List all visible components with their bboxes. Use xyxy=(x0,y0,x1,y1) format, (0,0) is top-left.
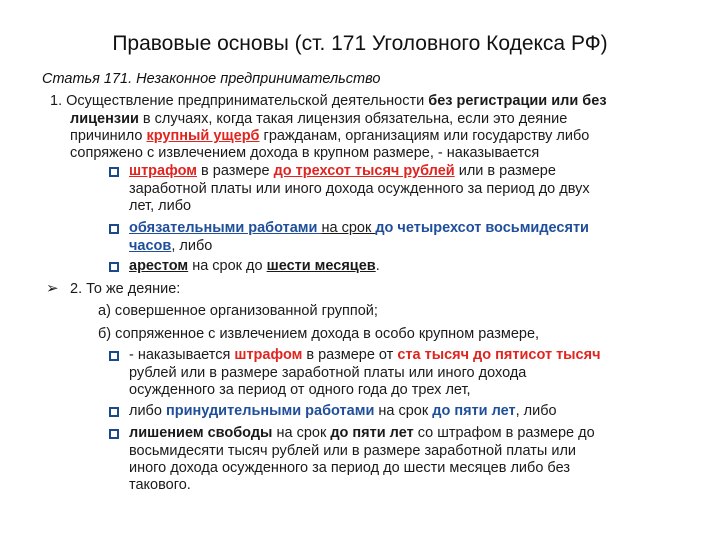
b2-text: на срок xyxy=(321,220,376,236)
arrow-bullet-icon: ➢ xyxy=(46,280,59,297)
square-bullet-icon xyxy=(109,429,119,439)
b2-line-1 xyxy=(129,220,589,237)
b6-text: на срок xyxy=(272,425,331,441)
b6-line-2: восьмидесяти тысяч рублей или в размере заработной платы или xyxy=(129,443,577,459)
b1-fine: штрафом xyxy=(129,163,197,179)
b5-text: , либо xyxy=(515,403,557,419)
b5-forced-labor: принудительными работами xyxy=(165,403,375,419)
b4-text: - наказывается xyxy=(129,347,235,363)
b6-line-1 xyxy=(129,425,595,442)
b5-five-years: до пяти лет xyxy=(432,403,516,419)
p1-text: в случаях, когда такая лицензия обязательна, если это деяние xyxy=(138,111,568,127)
b4-line-2: рублей или в размере заработной платы или иного дохода xyxy=(129,365,527,381)
b1-text: или в размере xyxy=(454,163,556,179)
b2-hours: до четырехсот восьмидесяти xyxy=(375,220,589,236)
p1-line-3 xyxy=(70,128,589,145)
b3-text: . xyxy=(375,258,380,274)
b5-text: либо xyxy=(129,403,166,419)
b2-hours-word: часов xyxy=(129,238,172,254)
square-bullet-icon xyxy=(109,167,119,177)
p2-item-b: б) сопряженное с извлечением дохода в особо крупном размере, xyxy=(98,326,540,342)
p1-text: гражданам, организациям или государству либо xyxy=(259,128,590,144)
b3-arrest: арестом xyxy=(129,258,189,274)
b3-text: на срок до xyxy=(188,258,267,274)
b5-text: на срок xyxy=(374,403,433,419)
p1-text: причинило xyxy=(70,128,147,144)
p2-heading: 2. То же деяние: xyxy=(70,281,181,297)
b1-text: в размере xyxy=(197,163,274,179)
b2-line-2 xyxy=(129,238,212,255)
b3-line-1 xyxy=(129,258,380,275)
b6-text: со штрафом в размере до xyxy=(413,425,595,441)
b4-line-3: осужденного за период от одного года до трех лет, xyxy=(129,382,471,398)
b5-line-1 xyxy=(129,403,557,420)
b2-compulsory-work: обязательными работами xyxy=(129,220,322,236)
b1-line-2: заработной платы или иного дохода осужденного за период до двух xyxy=(129,181,590,197)
p2-item-a: а) совершенное организованной группой; xyxy=(98,303,378,319)
b2-text: , либо xyxy=(171,238,213,254)
p1-text: 1. Осуществление предпринимательской деятельности xyxy=(50,93,429,109)
p1-major-damage: крупный ущерб xyxy=(146,128,260,144)
b3-six-months: шести месяцев xyxy=(266,258,376,274)
square-bullet-icon xyxy=(109,351,119,361)
slide-title: Правовые основы (ст. 171 Уголовного Кодекса РФ) xyxy=(112,32,608,55)
b1-amount: до трехсот тысяч рублей xyxy=(273,163,455,179)
b6-line-4: такового. xyxy=(129,477,191,493)
square-bullet-icon xyxy=(109,262,119,272)
b6-five-years: до пяти лет xyxy=(330,425,414,441)
p1-line-1 xyxy=(50,93,607,110)
b1-line-1 xyxy=(129,163,556,180)
square-bullet-icon xyxy=(109,224,119,234)
article-subtitle: Статья 171. Незаконное предпринимательство xyxy=(42,71,381,87)
p1-license: лицензии xyxy=(70,111,139,127)
b4-text: в размере от xyxy=(302,347,398,363)
p1-no-registration: без регистрации или без xyxy=(428,93,607,109)
b4-amount: ста тысяч до пятисот тысяч xyxy=(397,347,601,363)
b6-imprisonment: лишением свободы xyxy=(129,425,273,441)
b4-fine: штрафом xyxy=(234,347,303,363)
p1-line-2 xyxy=(70,111,567,128)
b4-line-1 xyxy=(129,347,601,364)
p1-line-4: сопряжено с извлечением дохода в крупном размере, - наказывается xyxy=(70,145,540,161)
b6-line-3: иного дохода осужденного за период до шести месяцев либо без xyxy=(129,460,570,476)
b1-line-3: лет, либо xyxy=(129,198,192,214)
square-bullet-icon xyxy=(109,407,119,417)
